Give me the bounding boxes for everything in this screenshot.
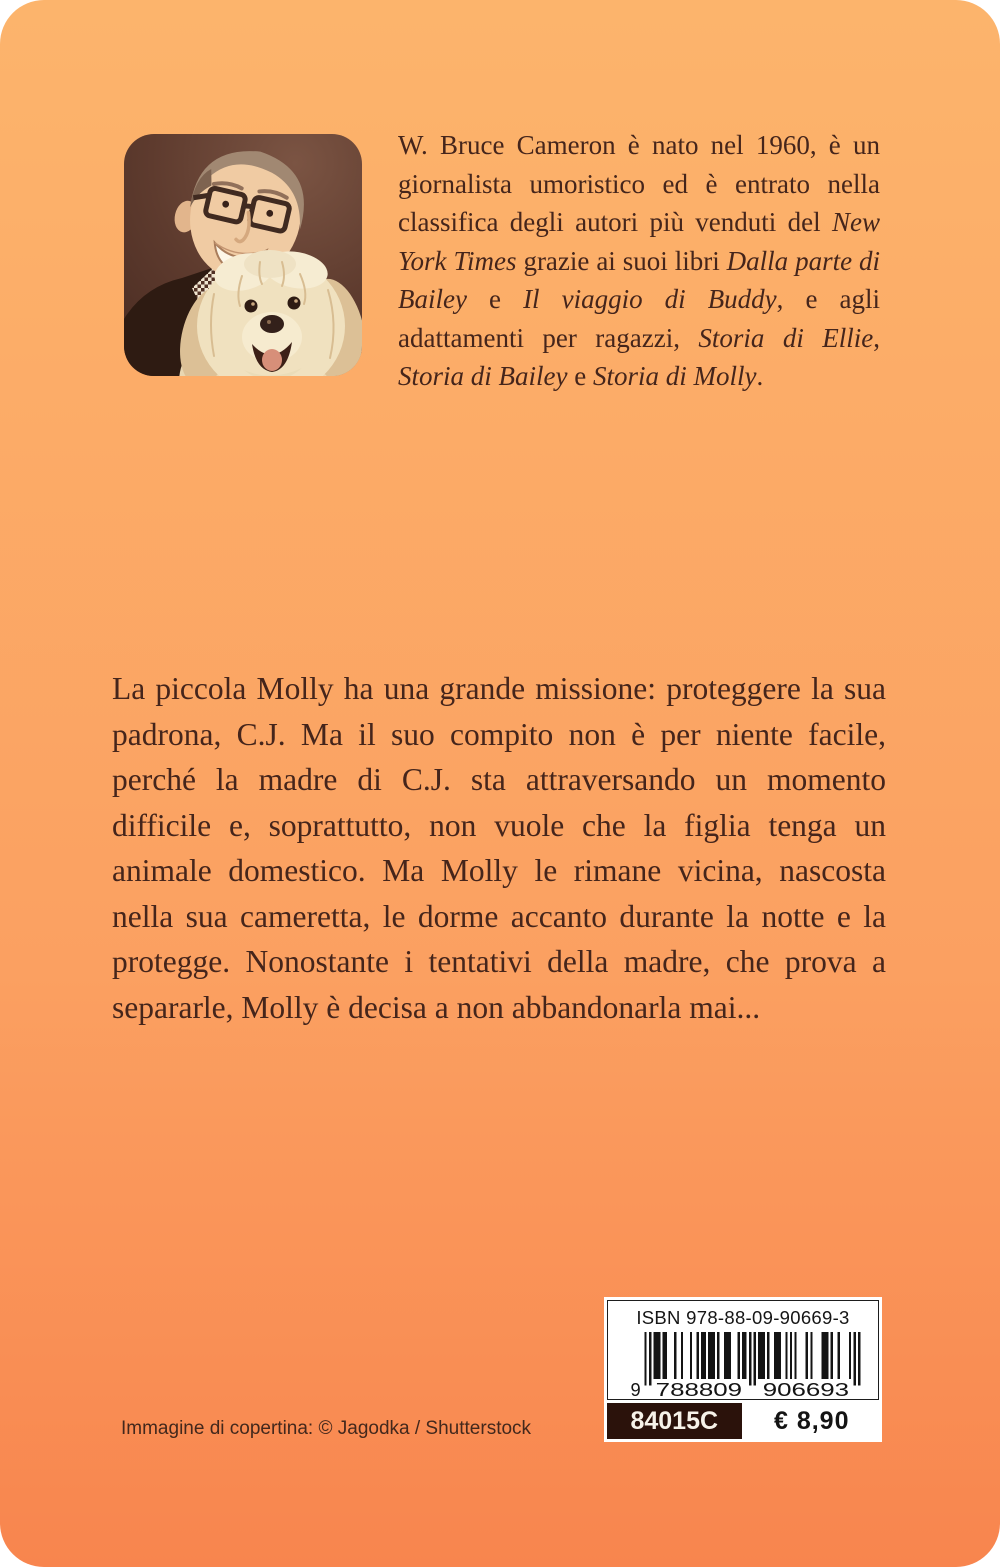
svg-text:906693: 906693 [762, 1378, 850, 1400]
svg-text:9: 9 [630, 1378, 641, 1400]
price-row [607, 1403, 879, 1439]
isbn-area [607, 1300, 879, 1400]
ean13-barcode [620, 1330, 866, 1400]
price: € 8,90 [745, 1403, 880, 1439]
author-photo [124, 134, 362, 376]
cover-credit: Immagine di copertina: © Jagodka / Shutterstock [121, 1418, 532, 1439]
svg-text:788809: 788809 [655, 1378, 743, 1400]
isbn-barcode-block [604, 1297, 882, 1442]
isbn-label: ISBN 978-88-09-90669-3 [636, 1307, 850, 1328]
edition-code: 84015C [607, 1403, 742, 1439]
author-bio: W. Bruce Cameron è nato nel 1960, è un giornalista umoristico ed è entrato nella classifica degli autori più venduti del New York Times grazie ai suoi libri Dalla parte di Bailey e Il viaggio di Buddy, e agli adattamenti per ragazzi, Storia di Ellie, Storia di Bailey e Storia di Molly. [398, 130, 881, 391]
book-description: La piccola Molly ha una grande missione: proteggere la sua padrona, C.J. Ma il suo compito non è per niente facile, perché la madre di C.J. sta attraversando un momento difficile e, soprattutto, non vuole che la figlia tenga un animale domestico. Ma Molly le rimane vicina, nascosta nella sua cameretta, le dorme accanto durante la notte e la protegge. Nonostante i tentativi della madre, che prova a separarle, Molly è decisa a non abbandonarla mai... [112, 671, 886, 1025]
